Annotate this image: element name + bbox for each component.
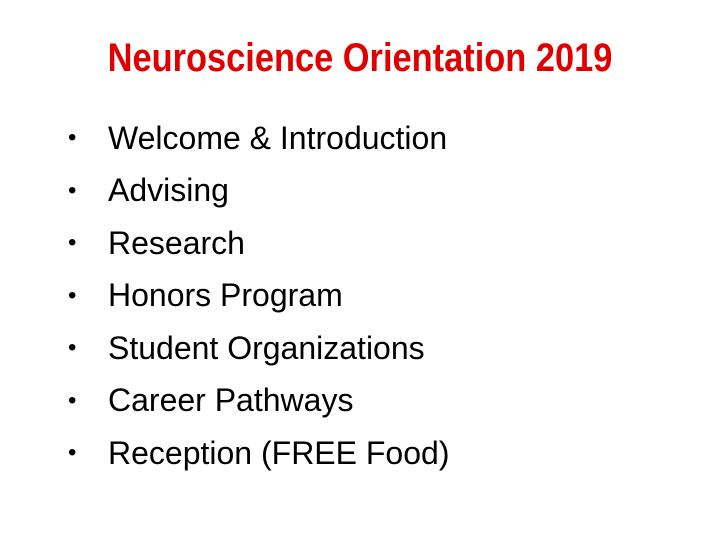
list-item (68, 322, 449, 375)
list-item (68, 427, 449, 480)
bullet-icon: • (68, 439, 77, 467)
list-item-label: Student Organizations (108, 329, 425, 366)
bullet-icon: • (68, 281, 77, 309)
bullet-icon: • (68, 176, 77, 204)
bullet-icon: • (68, 229, 77, 257)
list-item-label: Advising (108, 172, 229, 209)
list-item (68, 112, 449, 165)
list-item (68, 165, 449, 218)
list-item-label: Honors Program (108, 277, 343, 314)
bullet-icon: • (68, 124, 77, 152)
bullet-icon: • (68, 386, 77, 414)
list-item (68, 375, 449, 428)
list-item-label: Career Pathways (108, 382, 354, 419)
list-item-label: Welcome & Introduction (108, 119, 448, 156)
bullet-icon: • (68, 334, 77, 362)
list-item-label: Reception (FREE Food) (108, 434, 450, 471)
slide-title: Neuroscience Orientation 2019 (107, 36, 613, 80)
list-item-label: Research (108, 224, 245, 261)
list-item (68, 270, 449, 323)
agenda-list (68, 112, 449, 480)
list-item (68, 217, 449, 270)
